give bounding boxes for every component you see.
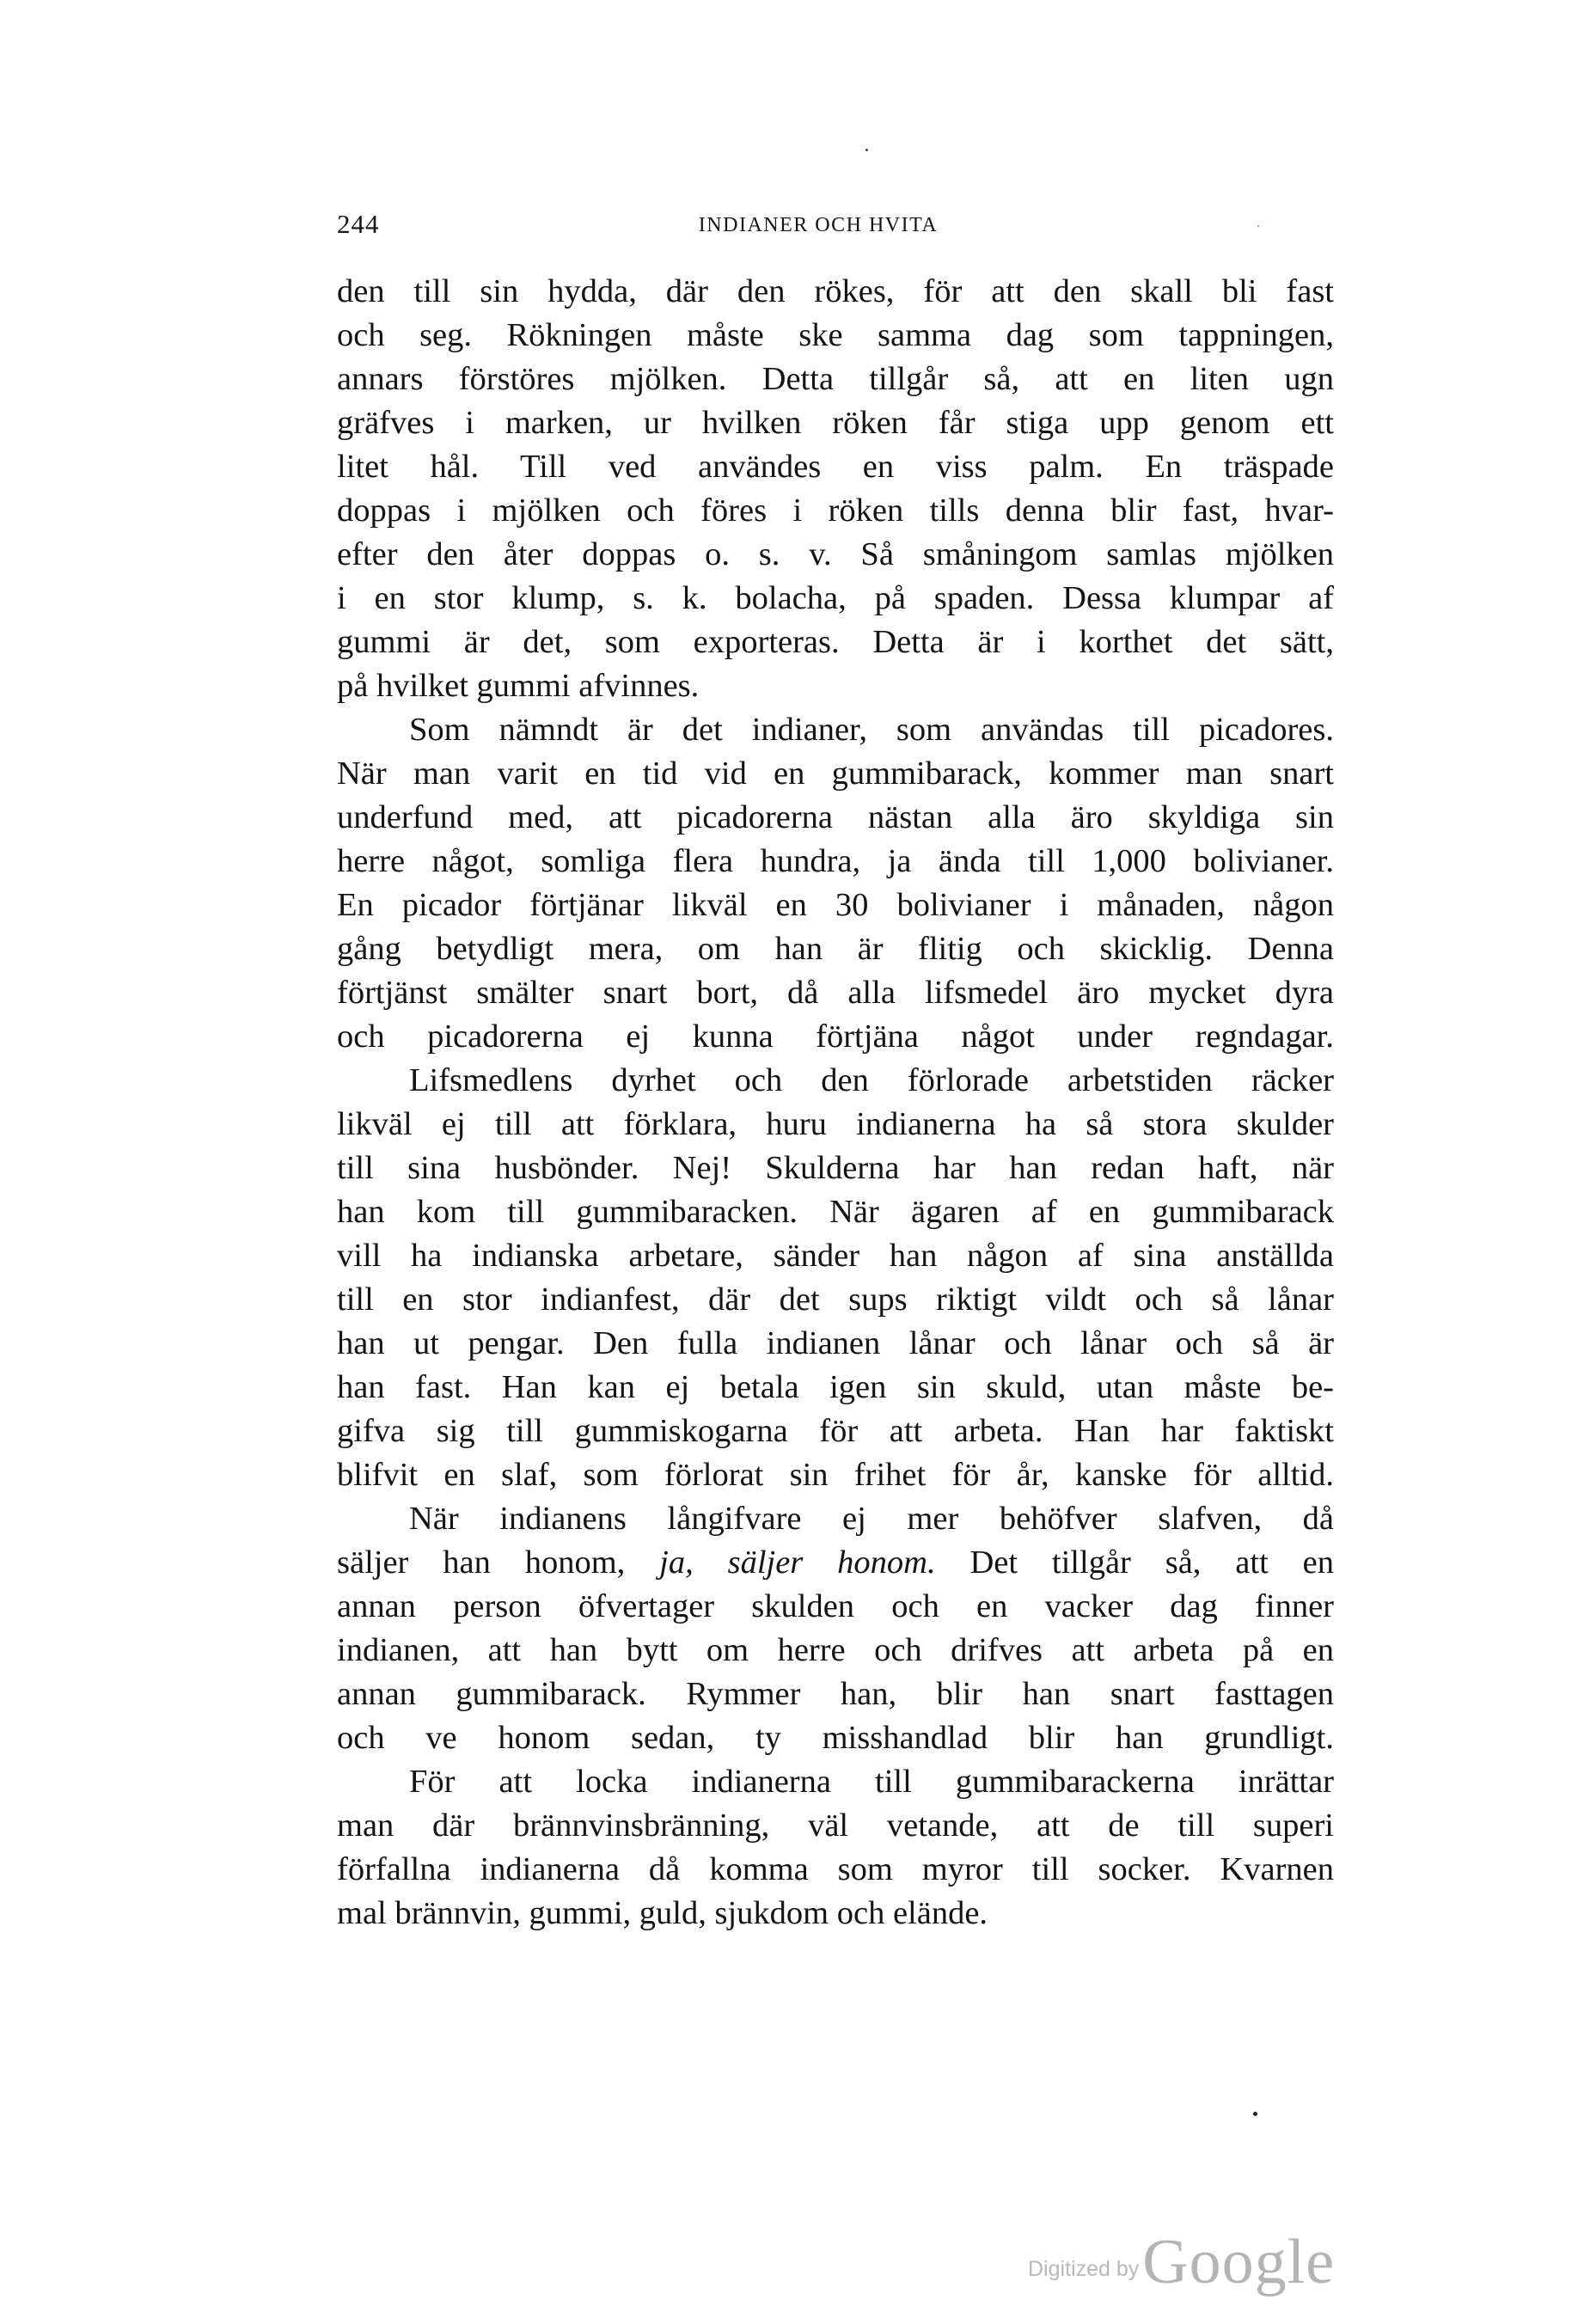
body-text bbox=[337, 270, 1334, 1936]
text-line: gång betydligt mera, om han är flitig och skicklig. Denna bbox=[337, 931, 1334, 967]
scan-speck bbox=[1253, 2112, 1257, 2116]
text-line: annan gummibarack. Rymmer han, blir han snart fasttagen bbox=[337, 1676, 1334, 1712]
text-line: När indianens långifvare ej mer behöfver slafven, då bbox=[409, 1501, 1334, 1537]
running-head bbox=[337, 209, 1248, 243]
text-line: litet hål. Till ved användes en viss palm. En träspade bbox=[337, 449, 1334, 485]
text-line: När man varit en tid vid en gummibarack, kommer man snart bbox=[337, 755, 1334, 792]
text-line: Som nämndt är det indianer, som användas till picadores. bbox=[409, 712, 1334, 748]
text-line: gräfves i marken, ur hvilken röken får stiga upp genom ett bbox=[337, 405, 1334, 441]
text-line: För att locka indianerna till gummibarackerna inrättar bbox=[409, 1764, 1334, 1800]
text-line: till sina husbönder. Nej! Skulderna har han redan haft, när bbox=[337, 1150, 1334, 1186]
text-line: annan person öfvertager skulden och en vacker dag finner bbox=[337, 1588, 1334, 1624]
google-logo-text: Google bbox=[1142, 2227, 1336, 2297]
text-line: han kom till gummibaracken. När ägaren af en gummibarack bbox=[337, 1194, 1334, 1230]
text-line: den till sin hydda, där den rökes, för att den skall bli fast bbox=[337, 273, 1334, 309]
text-line: och picadorerna ej kunna förtjäna något under regndagar. bbox=[337, 1018, 1334, 1055]
text-line: blifvit en slaf, som förlorat sin frihet för år, kanske för alltid. bbox=[337, 1457, 1334, 1493]
text-line: i en stor klump, s. k. bolacha, på spaden. Dessa klumpar af bbox=[337, 580, 1334, 616]
text-line: En picador förtjänar likväl en 30 bolivianer i månaden, någon bbox=[337, 887, 1334, 923]
text-line: doppas i mjölken och föres i röken tills denna blir fast, hvar- bbox=[337, 492, 1334, 529]
paragraph bbox=[337, 1760, 1334, 1936]
italic-emphasis: ja, säljer honom. bbox=[659, 1544, 936, 1581]
text-line: till en stor indianfest, där det sups riktigt vildt och så lånar bbox=[337, 1281, 1334, 1318]
text-line: förfallna indianerna då komma som myror till socker. Kvarnen bbox=[337, 1851, 1334, 1887]
text-line: man där brännvinsbränning, väl vetande, att de till superi bbox=[337, 1807, 1334, 1844]
text-line bbox=[337, 1541, 1334, 1585]
text-line: han ut pengar. Den fulla indianen lånar och lånar och så är bbox=[337, 1325, 1334, 1361]
scan-speck bbox=[1257, 225, 1259, 227]
text-line: vill ha indianska arbetare, sänder han någon af sina anställda bbox=[337, 1238, 1334, 1274]
text-line: efter den åter doppas o. s. v. Så småningom samlas mjölken bbox=[337, 536, 1334, 572]
paragraph bbox=[337, 270, 1334, 708]
text-line: herre något, somliga flera hundra, ja ända till 1,000 bolivianer. bbox=[337, 843, 1334, 879]
paragraph bbox=[337, 1059, 1334, 1497]
text-run: Det tillgår så, att en bbox=[935, 1544, 1334, 1581]
text-line: mal brännvin, gummi, guld, sjukdom och elände. bbox=[337, 1895, 988, 1931]
text-line: förtjänst smälter snart bort, då alla lifsmedel äro mycket dyra bbox=[337, 975, 1334, 1011]
text-line: annars förstöres mjölken. Detta tillgår så, att en liten ugn bbox=[337, 361, 1334, 397]
paragraph bbox=[337, 1497, 1334, 1760]
text-line: likväl ej till att förklara, huru indianerna ha så stora skulder bbox=[337, 1106, 1334, 1142]
text-line: indianen, att han bytt om herre och drifves att arbeta på en bbox=[337, 1632, 1334, 1668]
running-title: INDIANER OCH HVITA bbox=[698, 214, 939, 236]
text-line: och ve honom sedan, ty misshandlad blir han grundligt. bbox=[337, 1720, 1334, 1756]
text-run: säljer han honom, bbox=[337, 1544, 660, 1581]
text-line: och seg. Rökningen måste ske samma dag som tappningen, bbox=[337, 317, 1334, 353]
text-line: gummi är det, som exporteras. Detta är i korthet det sätt, bbox=[337, 624, 1334, 660]
paragraph bbox=[337, 708, 1334, 1059]
text-line: på hvilket gummi afvinnes. bbox=[337, 668, 700, 704]
digitized-by-google-watermark bbox=[1028, 2226, 1335, 2299]
text-line: gifva sig till gummiskogarna för att arbeta. Han har faktiskt bbox=[337, 1413, 1334, 1449]
text-line: Lifsmedlens dyrhet och den förlorade arbetstiden räcker bbox=[409, 1062, 1334, 1098]
page-number: 244 bbox=[337, 209, 380, 239]
text-line: han fast. Han kan ej betala igen sin skuld, utan måste be- bbox=[337, 1369, 1334, 1405]
text-line: underfund med, att picadorerna nästan alla äro skyldiga sin bbox=[337, 799, 1334, 835]
watermark-prefix: Digitized by bbox=[1028, 2257, 1140, 2281]
scan-speck bbox=[865, 149, 868, 151]
